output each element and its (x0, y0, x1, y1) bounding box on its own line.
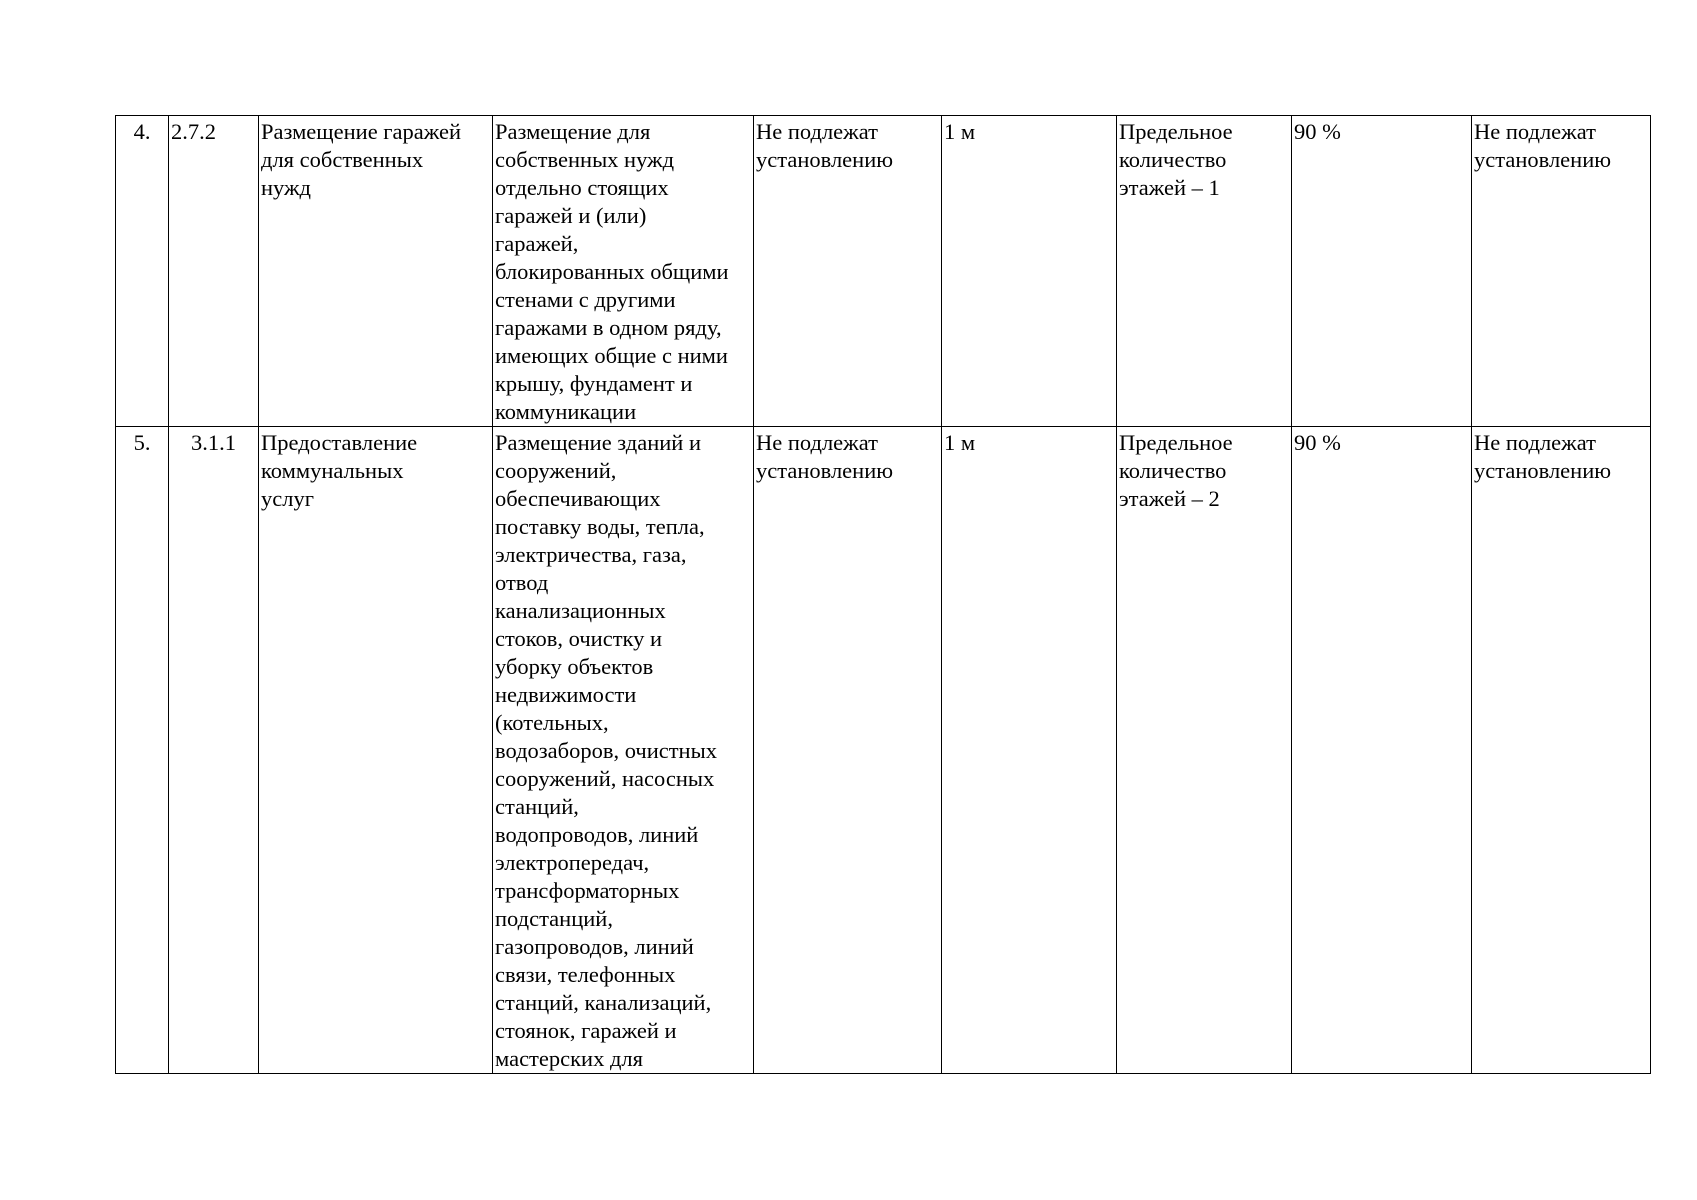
row-number-cell: 4. (116, 116, 169, 427)
table-row (116, 116, 1651, 427)
use-name-cell: Предоставление коммунальных услуг (259, 427, 493, 1074)
setback-cell: 1 м (942, 427, 1117, 1074)
table-row (116, 427, 1651, 1074)
code-cell: 2.7.2 (169, 116, 259, 427)
use-description-cell: Размещение для собственных нужд отдельно стоящих гаражей и (или) гаражей, блокированных общими стенами с другими гаражами в одном ряду, имеющих общие с ними крышу, фундамент и коммуникации (493, 116, 754, 427)
use-name-cell: Размещение гаражей для собственных нужд (259, 116, 493, 427)
floors-cell: Предельное количество этажей – 1 (1117, 116, 1292, 427)
min-area-cell: Не подлежат установлению (754, 427, 942, 1074)
code-cell: 3.1.1 (169, 427, 259, 1074)
other-params-cell: Не подлежат установлению (1472, 116, 1651, 427)
min-area-cell: Не подлежат установлению (754, 116, 942, 427)
row-number-cell: 5. (116, 427, 169, 1074)
use-description-cell: Размещение зданий и сооружений, обеспечивающих поставку воды, тепла, электричества, газа, отвод канализационных стоков, очистку и уборку объектов недвижимости (котельных, водозаборов, очистных сооружений, насосных станций, водопроводов, линий электропередач, трансформаторных подстанций, газопроводов, линий связи, телефонных станций, канализаций, стоянок, гаражей и мастерских для (493, 427, 754, 1074)
coverage-cell: 90 % (1292, 116, 1472, 427)
other-params-cell: Не подлежат установлению (1472, 427, 1651, 1074)
floors-cell: Предельное количество этажей – 2 (1117, 427, 1292, 1074)
regulations-table (115, 115, 1651, 1074)
coverage-cell: 90 % (1292, 427, 1472, 1074)
setback-cell: 1 м (942, 116, 1117, 427)
